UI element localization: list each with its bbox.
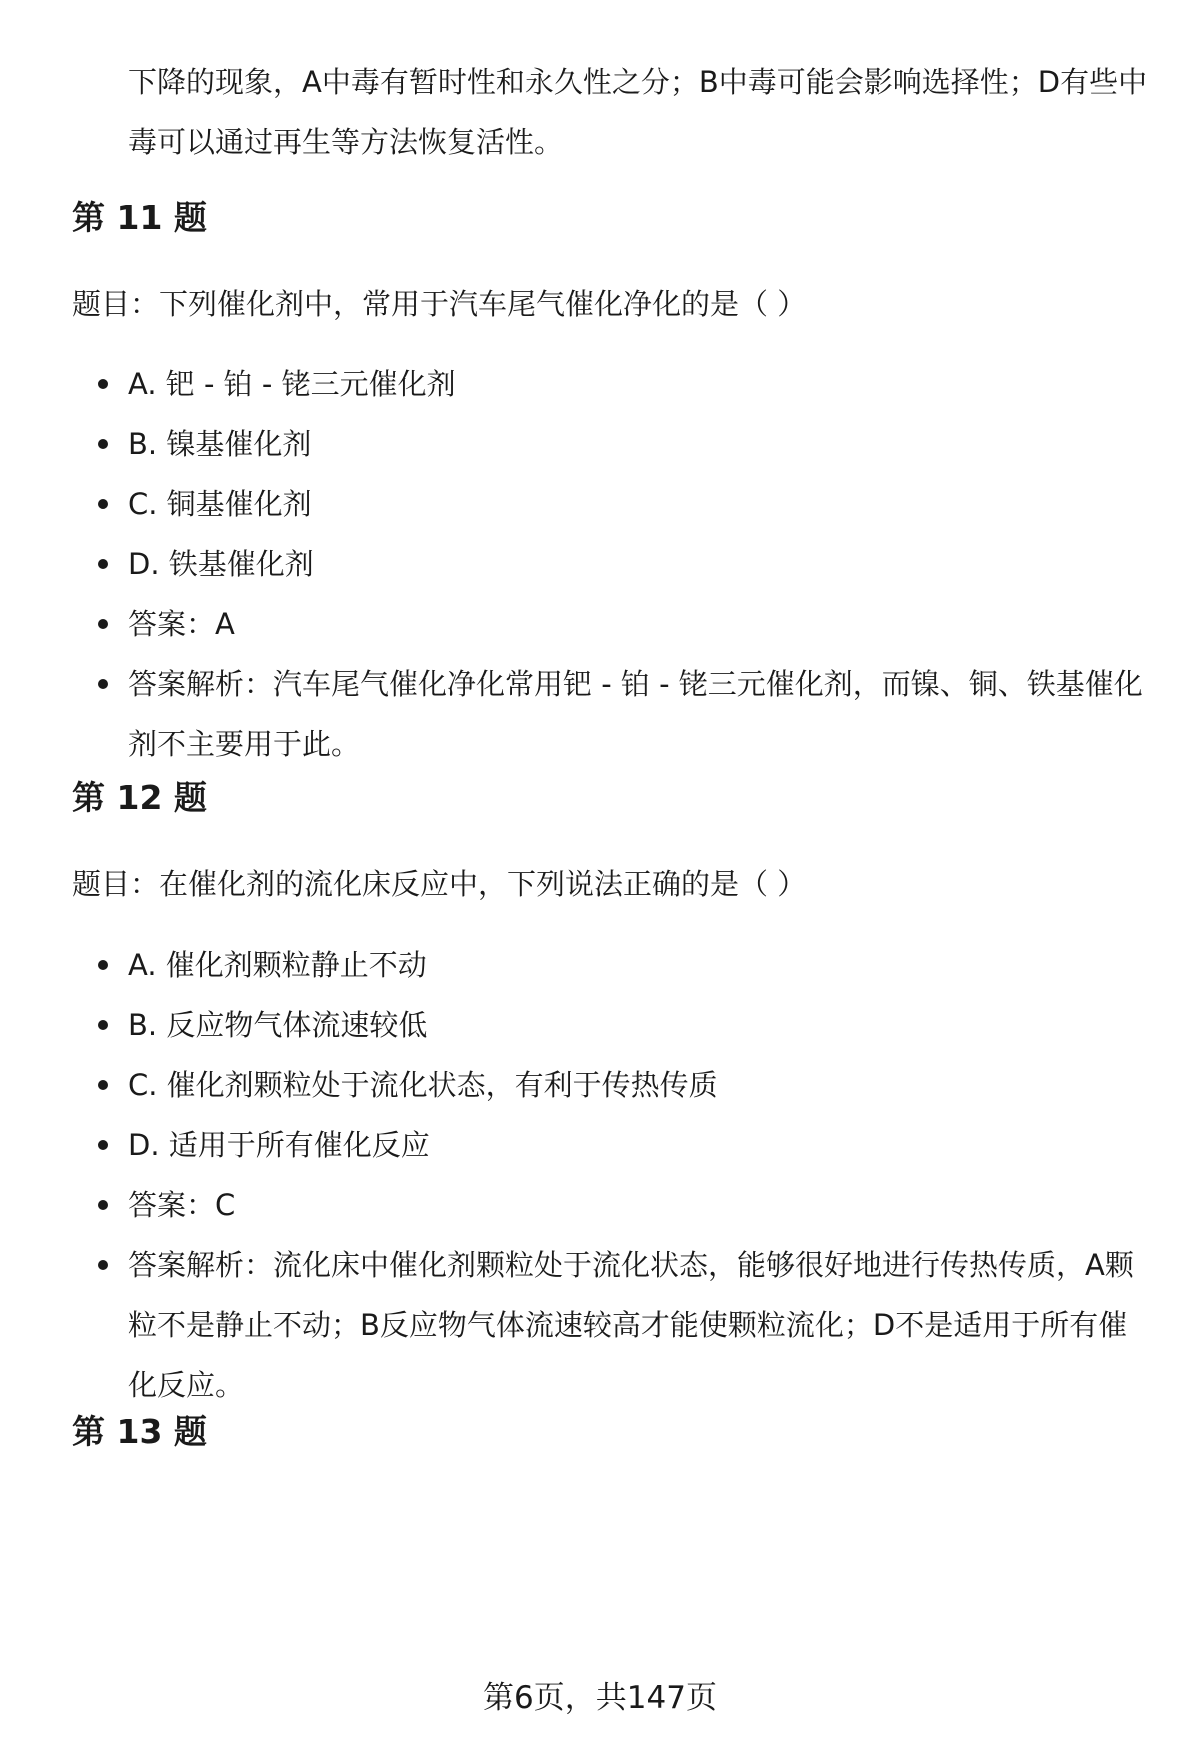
question-12-option-d: D. 适用于所有催化反应 — [128, 1115, 1148, 1175]
bullet-icon — [98, 1200, 108, 1210]
question-12-option-a: A. 催化剂颗粒静止不动 — [128, 935, 1148, 995]
bullet-icon — [98, 1260, 108, 1270]
question-12-list — [128, 935, 1148, 1415]
question-12-option-c: C. 催化剂颗粒处于流化状态，有利于传热传质 — [128, 1055, 1148, 1115]
bullet-icon — [98, 1140, 108, 1150]
question-12-text: 题目：在催化剂的流化床反应中，下列说法正确的是（ ） — [72, 867, 807, 901]
question-12-option-b: B. 反应物气体流速较低 — [128, 995, 1148, 1055]
question-12-heading: 第 12 题 — [72, 778, 207, 817]
bullet-icon — [98, 559, 108, 569]
question-11-heading: 第 11 题 — [72, 198, 207, 237]
question-11-text: 题目：下列催化剂中，常用于汽车尾气催化净化的是（ ） — [72, 287, 807, 321]
question-12-explanation: 答案解析：流化床中催化剂颗粒处于流化状态，能够很好地进行传热传质，A颗粒不是静止不动；B反应物气体流速较高才能使颗粒流化；D不是适用于所有催化反应。 — [128, 1235, 1148, 1415]
previous-explanation-continuation: 下降的现象，A中毒有暂时性和永久性之分；B中毒可能会影响选择性；D有些中毒可以通过再生等方法恢复活性。 — [128, 65, 1148, 159]
question-11-option-c: C. 铜基催化剂 — [128, 474, 1148, 534]
bullet-icon — [98, 379, 108, 389]
bullet-icon — [98, 619, 108, 629]
question-11-option-b: B. 镍基催化剂 — [128, 414, 1148, 474]
question-13-heading: 第 13 题 — [72, 1412, 207, 1451]
question-12-answer: 答案：C — [128, 1175, 1148, 1235]
bullet-icon — [98, 679, 108, 689]
question-11-option-d: D. 铁基催化剂 — [128, 534, 1148, 594]
bullet-icon — [98, 960, 108, 970]
bullet-icon — [98, 439, 108, 449]
question-11-explanation: 答案解析：汽车尾气催化净化常用钯 - 铂 - 铑三元催化剂，而镍、铜、铁基催化剂不主要用于此。 — [128, 654, 1148, 774]
question-11-list — [128, 354, 1148, 774]
bullet-icon — [98, 499, 108, 509]
question-11-answer: 答案：A — [128, 594, 1148, 654]
question-11-option-a: A. 钯 - 铂 - 铑三元催化剂 — [128, 354, 1148, 414]
bullet-icon — [98, 1080, 108, 1090]
bullet-icon — [98, 1020, 108, 1030]
page-number-footer: 第6页，共147页 — [483, 1680, 717, 1716]
